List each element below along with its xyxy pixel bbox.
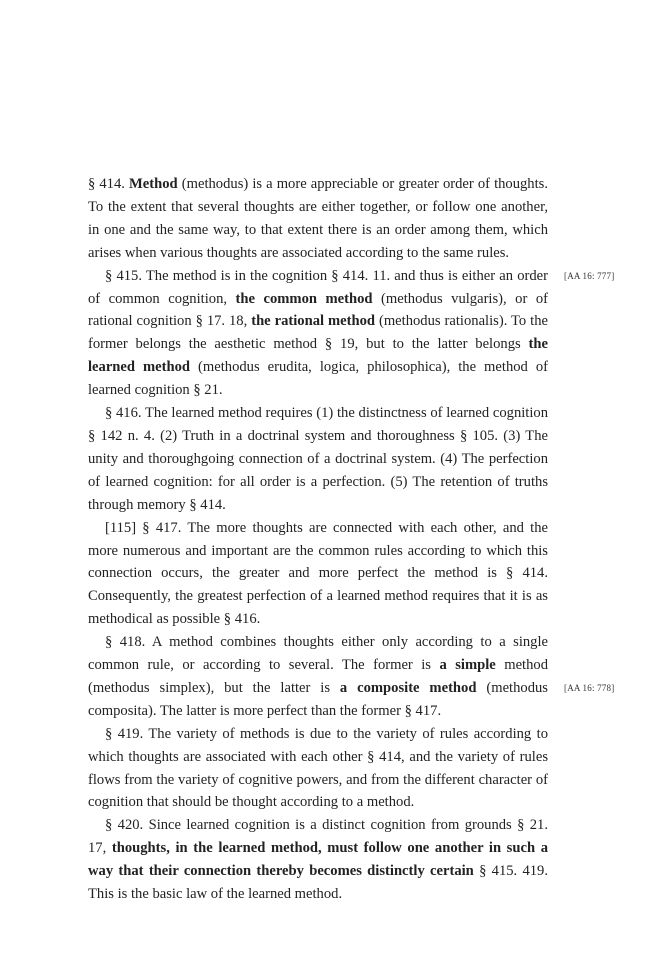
bold-term: thoughts, in the learned method, must follow one another in such a way that their connection thereby becomes distinctly certain <box>88 840 548 880</box>
paragraph-420 <box>88 814 548 906</box>
bold-term: the common method <box>235 290 373 307</box>
text-segment: § 420. Since learned cognition is a distinct cognition from grounds § 21. 17, <box>88 817 548 857</box>
paragraph-418 <box>88 631 615 723</box>
text-segment: (methodus) is a more appreciable or greater order of thoughts. To the extent that several thoughts are either together, or follow one another, in one and the same way, to that extent there is an order among them, which arises when various thoughts are associated according to the same rules. <box>88 176 548 261</box>
text-segment: method (methodus simplex), but the latter is <box>88 657 549 696</box>
text-segment: [115] § 417. The more thoughts are connected with each other, and the more numerous and important are the common rules according to which this connection occurs, the greater and more perfect the method is § 414. Consequently, the greatest perfection of a learned method requires that it is as methodical as possible § 416. <box>88 519 548 628</box>
bold-term: a composite method <box>339 679 477 696</box>
text-segment: § 415. The method is in the cognition § 414. 11. and thus is either an order of common cognition, <box>88 267 548 307</box>
text-segment: § 415. 419. This is the basic law of the learned method. <box>88 863 549 903</box>
paragraph-419 <box>88 723 548 815</box>
bold-term: Method <box>129 176 178 192</box>
text-segment: § 416. The learned method requires (1) the distinctness of learned cognition § 142 n. 4. (2) Truth in a doctrinal system and thoroughness § 105. (3) The unity and thoroughgoing connection of a doctrinal system. (4) The perfection of learned cognition: for all order is a perfection. (5) The retention of truths through memory § 414. <box>88 405 548 513</box>
text-segment: (methodus rationalis). To the former belongs the aesthetic method § 19, but to the latter belongs <box>88 313 548 353</box>
bold-term: a simple <box>439 657 496 674</box>
bold-term: the rational method <box>251 313 376 330</box>
paragraph-416 <box>88 402 548 517</box>
text-segment: (methodus vulgaris), or of rational cognition § 17. 18, <box>88 290 549 330</box>
text-segment: (methodus composita). The latter is more perfect than the former § 417. <box>88 679 548 719</box>
paragraph-417 <box>88 517 548 632</box>
bold-term: the learned method <box>88 336 548 376</box>
paragraph-415 <box>88 265 615 402</box>
margin-note-aa-778: [AA 16: 778] <box>564 682 615 693</box>
text-segment: (methodus erudita, logica, philosophica), the method of learned cognition § 21. <box>88 359 548 399</box>
text-segment: § 418. A method combines thoughts either only according to a single common rule, or according to several. The former is <box>88 634 548 674</box>
text-segment: § 419. The variety of methods is due to the variety of rules according to which thoughts are associated with each other § 414, and the variety of rules flows from the variety of cognitive powers, and from the different character of cognition that should be thought according to a method. <box>88 725 548 811</box>
page-body <box>88 173 615 906</box>
margin-note-aa-777: [AA 16: 777] <box>564 270 615 281</box>
text-segment: § 414. <box>88 176 130 192</box>
paragraph-414 <box>88 173 548 265</box>
